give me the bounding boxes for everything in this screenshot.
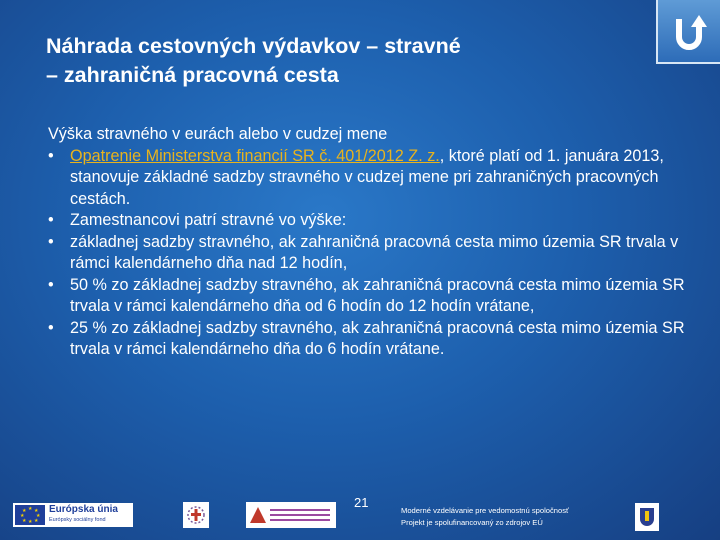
slovak-symbol-logo — [183, 502, 209, 528]
list-item — [48, 232, 688, 275]
page-number: 21 — [354, 495, 369, 510]
list-item-text: základnej sadzby stravného, ak zahraničná pracovná cesta mimo územia SR trvala v rámci kalendárneho dňa nad 12 hodín, — [70, 232, 679, 272]
eu-title: Európska únia — [49, 504, 118, 515]
back-button[interactable] — [656, 0, 720, 64]
eu-logo — [13, 503, 133, 527]
eu-subtitle: Európsky sociálny fond — [49, 517, 106, 523]
list-item-text: , ktoré platí od 1. januára 2013, stanovuje základné sadzby stravného v cudzej mene pri zahraničných pracovných cestách. — [70, 146, 664, 208]
operational-programme-logo — [246, 502, 336, 528]
regulation-link[interactable]: Opatrenie Ministerstva financií SR č. 401/2012 Z. z. — [70, 146, 440, 165]
list-item-text: 25 % zo základnej sadzby stravného, ak zahraničná pracovná cesta mimo územia SR trvala v rámci kalendárneho dňa do 6 hodín vrátane. — [70, 318, 685, 358]
slide-content — [48, 124, 688, 361]
bullet-list — [48, 146, 688, 361]
title-line-2: – zahraničná pracovná cesta — [46, 63, 339, 87]
eu-flag-icon: ★ ★ ★ ★ ★ ★ ★ ★ — [15, 505, 45, 525]
footer-text — [401, 505, 569, 529]
programme-mark-icon — [250, 507, 266, 523]
return-arrow-icon — [667, 9, 711, 53]
footer-line-1: Moderné vzdelávanie pre vedomostnú spoločnosť — [401, 506, 569, 515]
list-item — [48, 210, 688, 232]
title-line-1: Náhrada cestovných výdavkov – stravné — [46, 34, 461, 58]
programme-text-lines — [270, 506, 330, 524]
list-item — [48, 275, 688, 318]
content-heading: Výška stravného v eurách alebo v cudzej mene — [48, 125, 388, 143]
cross-emblem-icon — [186, 505, 206, 525]
coat-of-arms-icon — [635, 503, 659, 531]
list-item-text: Zamestnancovi patrí stravné vo výške: — [70, 211, 347, 229]
slide-title — [46, 32, 606, 90]
footer-line-2: Projekt je spolufinancovaný zo zdrojov EÚ — [401, 518, 543, 527]
list-item — [48, 146, 688, 211]
list-item — [48, 318, 688, 361]
list-item-text: 50 % zo základnej sadzby stravného, ak zahraničná pracovná cesta mimo územia SR trvala v rámci kalendárneho dňa od 6 hodín do 12 hodín vrátane, — [70, 275, 685, 315]
